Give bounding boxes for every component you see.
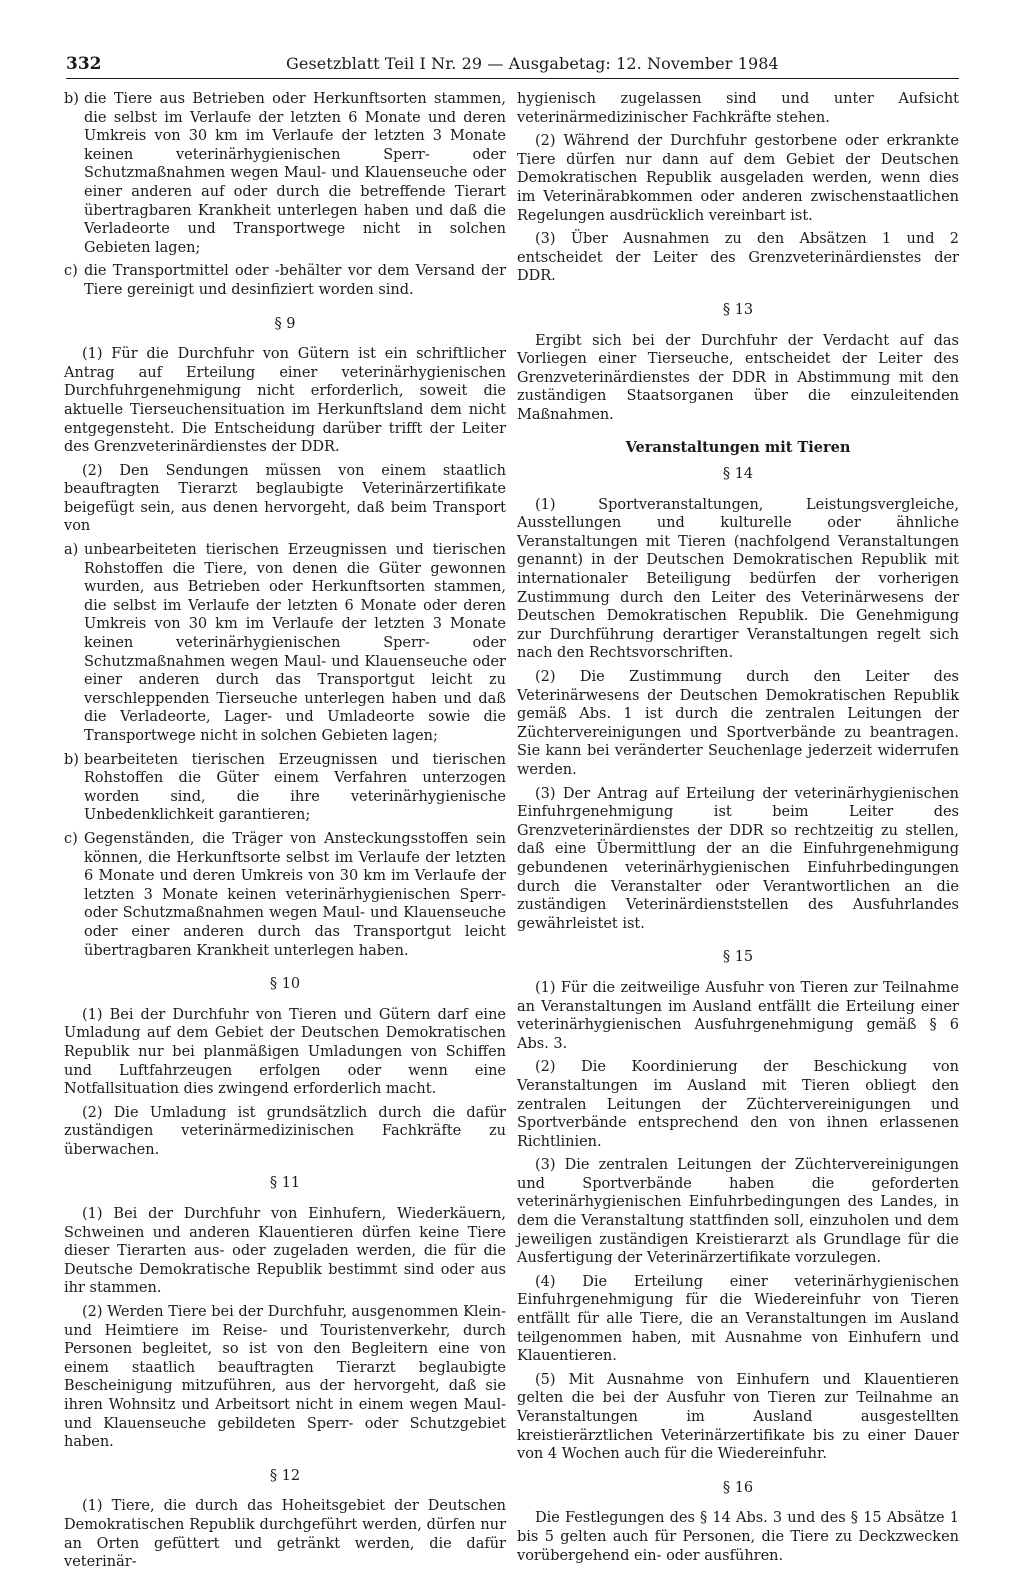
paragraph: (1) Für die Durchfuhr von Gütern ist ein schriftlicher Antrag auf Erteilung einer veterinärhygienischen Durchfuhrgenehmigung nicht erforderlich, soweit die aktuelle Tierseuchensituation im Herkunftsland dem nicht entgegensteht. Die Entscheidung darüber trifft der Leiter des Grenzveterinärdienstes der DDR. [64,346,506,456]
section-16-title: § 16 [722,1479,754,1496]
paragraph: (1) Für die zeitweilige Ausfuhr von Tieren zur Teilnahme an Veranstaltungen im Ausland entfällt die Erteilung einer veterinärhygienischen Ausfuhrgenehmigung gemäß § 6 Abs. 3. [517,979,959,1052]
section-heading: Veranstaltungen mit Tieren [625,438,851,456]
list-item-label: b) [64,751,79,768]
paragraph: Ergibt sich bei der Durchfuhr der Verdacht auf das Vorliegen einer Tierseuche, entscheidet der Leiter des Grenzveterinärdienstes der DDR in Abstimmung mit den zuständigen Staatsorganen über die einzuleitenden Maßnahmen. [517,332,959,423]
right-column [517,90,959,1570]
section-13-title: § 13 [722,301,754,318]
list-item [64,262,506,299]
list-item-text: die Transportmittel oder -behälter vor dem Versand der Tiere gereinigt und desinfiziert worden sind. [84,263,506,298]
paragraph: (3) Über Ausnahmen zu den Absätzen 1 und 2 entscheidet der Leiter des Grenzveterinärdienstes der DDR. [517,231,959,285]
running-head: Gesetzblatt Teil I Nr. 29 — Ausgabetag: 12. November 1984 [286,54,779,73]
list-item [64,830,506,960]
paragraph: (3) Die zentralen Leitungen der Züchtervereinigungen und Sportverbände haben die geforderten veterinärhygienischen Einfuhrbedingungen des Landes, in dem die Veranstaltung stattfinden soll, einzuholen und dem jeweiligen zuständigen Kreistierarzt als Grundlage für die Ausfertigung der Veterinärzertifikate vorzulegen. [517,1157,959,1267]
section-11-title: § 11 [269,1175,301,1192]
header-rule [66,78,959,79]
list-item-text: unbearbeiteten tierischen Erzeugnissen und tierischen Rohstoffen die Tiere, von denen die Güter gewonnen wurden, aus Betrieben oder Herkunftsorten stammen, die selbst im Verlaufe der letzten 6 Monate oder deren Umkreis von 30 km im Verlaufe der letzten 3 Monate keinen veterinärhygienischen Sperr- oder Schutzmaßnahmen wegen Maul- und Klauenseuche oder einer anderen durch das Transportgut leicht zu verschleppenden Tierseuche unterlegen haben und daß die Verladeorte, Lager- und Umladeorte sowie die Transportwege nicht in solchen Gebieten lagen; [84,542,506,744]
paragraph: (3) Der Antrag auf Erteilung der veterinärhygienischen Einfuhrgenehmigung ist beim Leiter des Grenzveterinärdienstes der DDR so rechtzeitig zu stellen, daß eine Übermittlung der an die Einfuhrgenehmigung gebundenen veterinärhygienischen Einfuhrbedingungen durch die Veranstalter oder Verantwortlichen an die zuständigen Veterinärdienststellen des Ausfuhrlandes gewährleistet ist. [517,785,959,932]
paragraph: (2) Die Koordinierung der Beschickung von Veranstaltungen im Ausland mit Tieren obliegt den zentralen Leitungen der Züchtervereinigungen und Sportverbände entsprechend den von ihnen erlassenen Richtlinien. [517,1059,959,1150]
page-number: 332 [66,54,102,74]
paragraph: Die Festlegungen des § 14 Abs. 3 und des § 15 Absätze 1 bis 5 gelten auch für Personen, die Tiere zu Deckzwecken vorübergehend ein- oder ausführen. [517,1510,959,1564]
paragraph: (4) Die Erteilung einer veterinärhygienischen Einfuhrgenehmigung für die Wiedereinfuhr von Tieren entfällt für alle Tiere, die an Veranstaltungen im Ausland teilgenommen haben, mit Ausnahme von Einhufern und Klauentieren. [517,1273,959,1365]
list-item-label: a) [64,542,79,559]
list-item-label: c) [64,263,78,280]
section-12-title: § 12 [269,1467,301,1484]
list-item-label: c) [64,830,78,847]
paragraph: (2) Den Sendungen müssen von einem staatlich beauftragten Tierarzt beglaubigte Veterinärzertifikate beigefügt sein, aus denen hervorgeht, daß beim Transport von [64,462,506,535]
paragraph: (2) Die Zustimmung durch den Leiter des Veterinärwesens der Deutschen Demokratischen Republik gemäß Abs. 1 ist durch die zentralen Leitungen der Züchtervereinigungen und Sportverbände zu beantragen. Sie kann bei veränderter Seuchenlage jederzeit widerrufen werden. [517,669,959,778]
paragraph: (2) Die Umladung ist grundsätzlich durch die dafür zuständigen veterinärmedizinischen Fachkräfte zu überwachen. [64,1104,506,1158]
paragraph: (1) Bei der Durchfuhr von Tieren und Gütern darf eine Umladung auf dem Gebiet der Deutschen Demokratischen Republik nur bei planmäßigen Umladungen von Schiffen und Luftfahrzeugen erfolgen oder wenn eine Notfallsituation dies zwingend erforderlich macht. [64,1006,506,1098]
paragraph: (2) Während der Durchfuhr gestorbene oder erkrankte Tiere dürfen nur dann auf dem Gebiet der Deutschen Demokratischen Republik ausgeladen werden, wenn dies im Veterinärabkommen oder anderen zwischenstaatlichen Regelungen ausdrücklich vereinbart ist. [517,133,959,224]
list-item [64,751,506,825]
page-header [66,52,959,78]
list-item [64,541,506,746]
section-14-title: § 14 [722,466,754,483]
paragraph: (2) Werden Tiere bei der Durchfuhr, ausgenommen Klein- und Heimtiere im Reise- und Touristenverkehr, durch Personen begleitet, so ist von den Begleitern eine von einem staatlich beauftragten Tierarzt beglaubigte Bescheinigung mitzuführen, aus der hervorgeht, daß sie ihren Wohnsitz und Arbeitsort nicht in einem wegen Maul- und Klauenseuche gebildeten Sperr- oder Schutzgebiet haben. [64,1304,506,1451]
list-item-text: Gegenständen, die Träger von Ansteckungsstoffen sein können, die Herkunftsorte selbst im Verlaufe der letzten 6 Monate und deren Umkreis von 30 km im Verlaufe der letzten 3 Monate keinen veterinärhygienischen Sperr- oder Schutzmaßnahmen wegen Maul- und Klauenseuche oder einer anderen durch das Transportgut leicht übertragbaren Krankheit unterlegen haben. [84,830,506,959]
section-10-title: § 10 [269,976,301,993]
paragraph: (1) Tiere, die durch das Hoheitsgebiet der Deutschen Demokratischen Republik durchgeführt werden, dürfen nur an Orten gefüttert und getränkt werden, die dafür veterinär- [64,1498,506,1571]
section-15-title: § 15 [722,949,754,966]
left-column [64,90,506,1577]
paragraph-continued: hygienisch zugelassen sind und unter Aufsicht veterinärmedizinischer Fachkräfte stehen. [517,91,959,126]
list-item-text: die Tiere aus Betrieben oder Herkunftsorten stammen, die selbst im Verlaufe der letzten 6 Monate und deren Umkreis von 30 km im Verlaufe der letzten 3 Monate keinen veterinärhygienischen Sperr- oder Schutzmaßnahmen wegen Maul- und Klauenseuche oder einer anderen auf oder durch die betreffende Tierart übertragbaren Krankheit unterlegen haben und daß die Verladeorte und Transportwege nicht in solchen Gebieten lagen; [84,91,506,256]
list-item [64,90,506,257]
section-9-title: § 9 [274,315,296,332]
paragraph: (1) Sportveranstaltungen, Leistungsvergleiche, Ausstellungen und kulturelle oder ähnliche Veranstaltungen mit Tieren (nachfolgend Veranstaltungen genannt) in der Deutschen Demokratischen Republik mit internationaler Beteiligung bedürfen der vorherigen Zustimmung durch den Leiter des Veterinärwesens der Deutschen Demokratischen Republik. Die Genehmigung zur Durchführung derartiger Veranstaltungen regelt sich nach den Rechtsvorschriften. [517,496,959,662]
list-item-label: b) [64,91,79,107]
list-item-text: bearbeiteten tierischen Erzeugnissen und tierischen Rohstoffen die Güter einem Verfahren unterzogen worden sind, die ihre veterinärhygienische Unbedenklichkeit garantieren; [84,751,506,824]
paragraph: (5) Mit Ausnahme von Einhufern und Klauentieren gelten die bei der Ausfuhr von Tieren zur Teilnahme an Veranstaltungen im Ausland ausgestellten kreistierärztlichen Veterinärzertifikate bis zu einer Dauer von 4 Wochen auch für die Wiedereinfuhr. [517,1371,959,1463]
paragraph: (1) Bei der Durchfuhr von Einhufern, Wiederkäuern, Schweinen und anderen Klauentieren dürfen keine Tiere dieser Tierarten aus- oder zugeladen werden, die für die Deutsche Demokratische Republik bestimmt sind oder aus ihr stammen. [64,1206,506,1297]
